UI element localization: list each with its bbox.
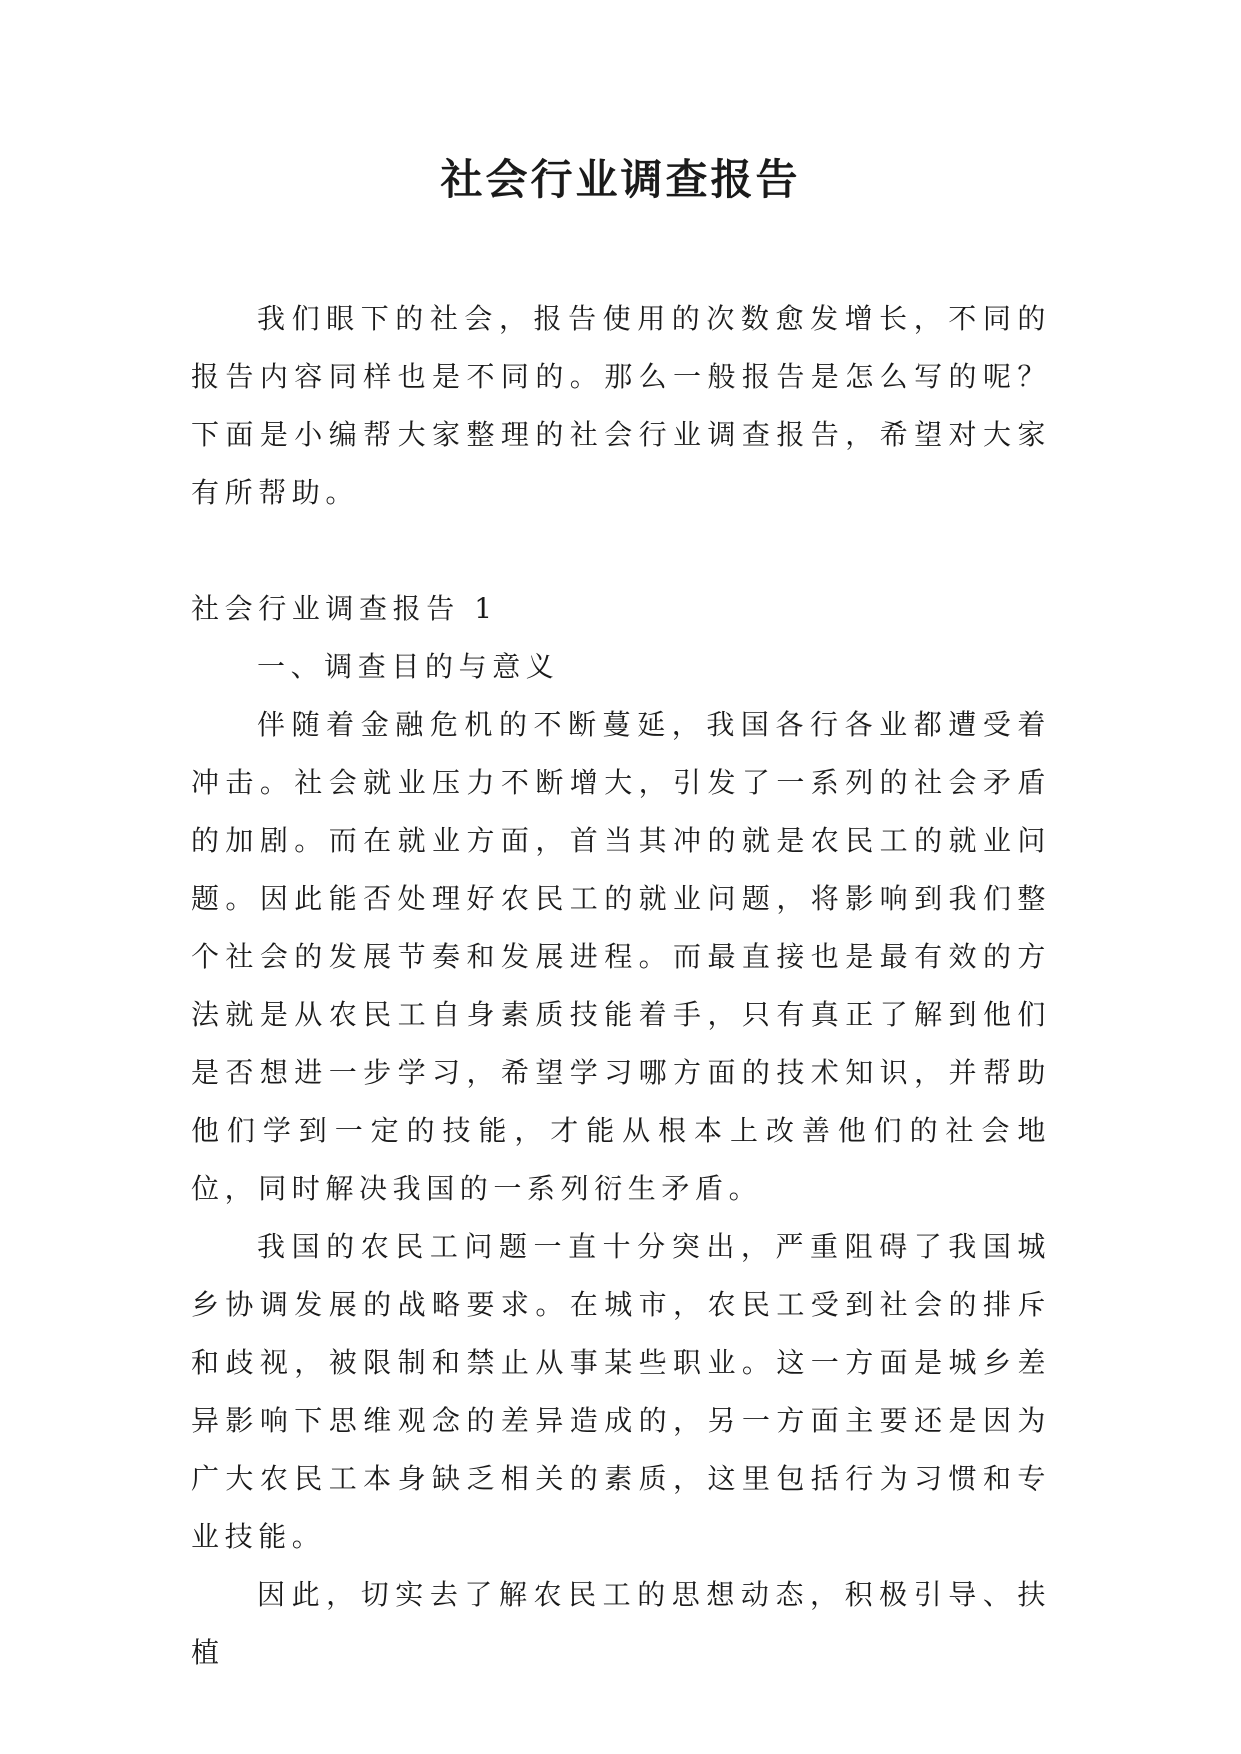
body-paragraph: 我国的农民工问题一直十分突出，严重阻碍了我国城乡协调发展的战略要求。在城市，农民工受到社会的排斥和歧视，被限制和禁止从事某些职业。这一方面是城乡差异影响下思维观念的差异造成的，另一方面主要还是因为广大农民工本身缺乏相关的素质，这里包括行为习惯和专业技能。 xyxy=(191,1230,1051,1553)
intro-paragraph: 我们眼下的社会，报告使用的次数愈发增长，不同的报告内容同样也是不同的。那么一般报告是怎么写的呢？下面是小编帮大家整理的社会行业调查报告，希望对大家有所帮助。 xyxy=(191,302,1051,509)
body-paragraph: 伴随着金融危机的不断蔓延，我国各行各业都遭受着冲击。社会就业压力不断增大，引发了一系列的社会矛盾的加剧。而在就业方面，首当其冲的就是农民工的就业问题。因此能否处理好农民工的就业问题，将影响到我们整个社会的发展节奏和发展进程。而最直接也是最有效的方法就是从农民工自身素质技能着手，只有真正了解到他们是否想进一步学习，希望学习哪方面的技术知识，并帮助他们学到一定的技能，才能从根本上改善他们的社会地位，同时解决我国的一系列衍生矛盾。 xyxy=(191,708,1051,1205)
body-paragraph: 因此，切实去了解农民工的思想动态，积极引导、扶植 xyxy=(191,1578,1051,1669)
document-title: 社会行业调查报告 xyxy=(440,155,801,204)
section-heading: 社会行业调查报告 1 xyxy=(191,592,498,625)
sub-heading: 一、调查目的与意义 xyxy=(257,650,560,683)
